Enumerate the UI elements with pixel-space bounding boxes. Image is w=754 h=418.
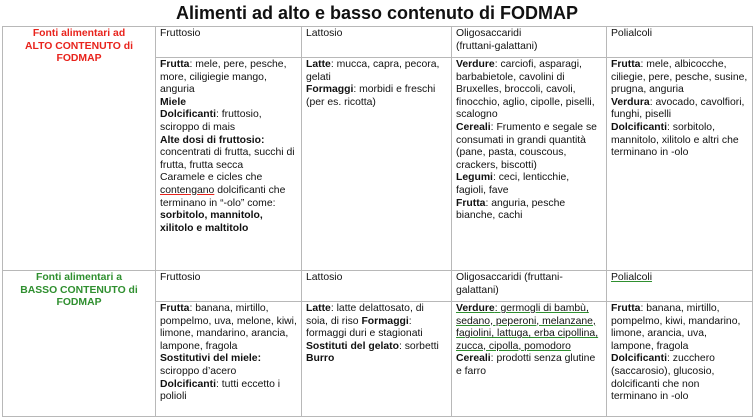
label-latte: Latte: [306, 303, 331, 314]
label-formaggi: Formaggi: [306, 84, 354, 96]
text-verdura: : avocado, cavolfiori, funghi, piselli: [611, 96, 745, 121]
text-cereali: : prodotti senza glutine e farro: [456, 353, 596, 377]
text-frutta: : banana, mirtillo, pompelmo, uva, melone, kiwi, limone, mandarino, arancia, lampone, fragola: [160, 303, 297, 352]
high-header-lattosio: Lattosio: [302, 27, 452, 58]
text-verdure: : carciofi, asparagi, barbabietole, cavolini di Bruxelles, broccoli, cavoli, finocchio, aglio, cipolle, piselli, scalogno: [456, 59, 595, 121]
text-formaggi: : morbidi e freschi (per es. ricotta): [306, 84, 436, 108]
low-lattosio-cell: [302, 302, 452, 417]
high-header-polialcoli: Polialcoli: [607, 27, 753, 58]
label-legumi: Legumi: [456, 172, 493, 184]
label-miele: Miele: [160, 96, 186, 108]
low-header-oligosaccaridi: Oligosaccaridi (fruttani-galattani): [452, 271, 607, 302]
text-dolcificanti: : zucchero (saccarosio), glucosio, dolcificanti che non terminano in -olo: [611, 353, 715, 403]
label-dolcificanti: Dolcificanti: [160, 109, 217, 121]
label-frutta: Frutta: [160, 59, 190, 70]
high-polialcoli-cell: [607, 58, 753, 271]
text-caramele: Caramele e cicles che: [160, 172, 263, 184]
high-header-fruttosio: Fruttosio: [156, 27, 302, 58]
text-frutta: : banana, mirtillo, pompelmo, kiwi, mandarino, limone, arancia, uva, lampone, fragola: [611, 303, 741, 352]
low-label-line-2: BASSO CONTENUTO di: [20, 284, 138, 296]
text-cereali: : Frumento e segale se consumati in grandi quantità (pane, pasta, couscous, crackers, biscotti): [456, 121, 597, 171]
low-label-line-3: FODMAP: [56, 297, 102, 309]
label-cereali: Cereali: [456, 353, 491, 365]
low-header-polialcoli: [607, 271, 753, 302]
label-cereali: Cereali: [456, 121, 491, 133]
high-header-oligo-line-1: Oligosaccaridi: [456, 28, 522, 39]
text-frutta: : anguria, pesche bianche, cachi: [456, 197, 566, 222]
text-frutta: : mele, albicocche, ciliegie, pere, pesche, susine, prugna, anguria: [611, 59, 748, 96]
text-sostituti-gelato: : sorbetti: [398, 340, 439, 352]
label-sostitutivi-miele: Sostitutivi del miele:: [160, 353, 262, 365]
text-frutta: : mele, pere, pesche, more, ciligiegie mango, anguria: [160, 59, 287, 96]
low-polialcoli-cell: [607, 302, 753, 417]
text-dolcificanti: : sorbitolo, mannitolo, xilitolo e altri che terminano in -olo: [611, 121, 739, 159]
high-label-line-3: FODMAP: [56, 53, 102, 65]
label-dolcificanti: Dolcificanti: [611, 121, 668, 133]
high-header-oligosaccaridi: [452, 27, 607, 58]
high-fodmap-label: [3, 27, 156, 271]
text-verdure: : germogli di bambù, sedano, peperoni, melanzane, fagiolini, lattuga, erba cipollina, zucca, cipolla, pomodoro: [456, 303, 599, 352]
text-formaggi: : formaggi duri e stagionati: [306, 315, 423, 340]
text-sostitutivi-miele: sciroppo d’acero: [160, 365, 237, 377]
high-label-line-2: ALTO CONTENUTO di: [25, 40, 133, 52]
high-header-oligo-line-2: (fruttani-galattani): [456, 40, 538, 52]
low-header-polialcoli-text: Polialcoli: [611, 272, 653, 283]
high-oligo-cell: [452, 58, 607, 271]
label-polioli-list: sorbitolo, mannitolo, xilitolo e maltitolo: [160, 210, 263, 234]
label-frutta: Frutta: [456, 197, 486, 209]
text-legumi: : ceci, lenticchie, fagioli, fave: [456, 172, 570, 196]
low-fruttosio-cell: [156, 302, 302, 417]
text-dolcificanti: : fruttosio, sciroppo di mais: [160, 109, 262, 133]
label-alte-dosi: Alte dosi di fruttosio:: [160, 134, 265, 146]
label-latte: Latte: [306, 59, 331, 70]
high-header-row: [3, 27, 753, 58]
text-latte: : latte delattosato, di soia, di riso: [306, 303, 424, 327]
low-label-line-1: Fonti alimentari a: [35, 272, 123, 283]
text-caramele-end: dolcificanti che terminano in “-olo” come:: [160, 184, 286, 209]
label-dolcificanti: Dolcificanti: [611, 353, 668, 365]
label-dolcificanti: Dolcificanti: [160, 378, 217, 390]
text-latte: : mucca, capra, pecora, gelati: [306, 59, 440, 83]
low-header-lattosio: Lattosio: [302, 271, 452, 302]
low-oligo-cell: [452, 302, 607, 417]
label-burro: Burro: [306, 353, 335, 365]
page-title: Alimenti ad alto e basso contenuto di FODMAP: [175, 3, 579, 23]
fodmap-table: [2, 26, 753, 417]
high-label-line-1: Fonti alimentari ad: [32, 28, 126, 39]
text-alte-dosi: concentrati di frutta, succhi di frutta, frutta secca: [160, 147, 295, 171]
label-verdure: Verdure: [456, 303, 495, 314]
label-verdure: Verdure: [456, 59, 495, 70]
text-contengano: contengano: [160, 184, 215, 196]
text-dolcificanti: : tutti eccetto i polioli: [160, 378, 281, 403]
high-lattosio-cell: [302, 58, 452, 271]
low-header-fruttosio: Fruttosio: [156, 271, 302, 302]
high-fruttosio-cell: [156, 58, 302, 271]
label-formaggi: Formaggi: [361, 315, 409, 327]
label-verdura: Verdura: [611, 96, 650, 108]
low-header-row: [3, 271, 753, 302]
label-frutta: Frutta: [611, 303, 641, 314]
label-frutta: Frutta: [611, 59, 641, 70]
label-sostituti-gelato: Sostituti del gelato: [306, 340, 399, 352]
low-fodmap-label: [3, 271, 156, 417]
label-frutta: Frutta: [160, 303, 190, 314]
